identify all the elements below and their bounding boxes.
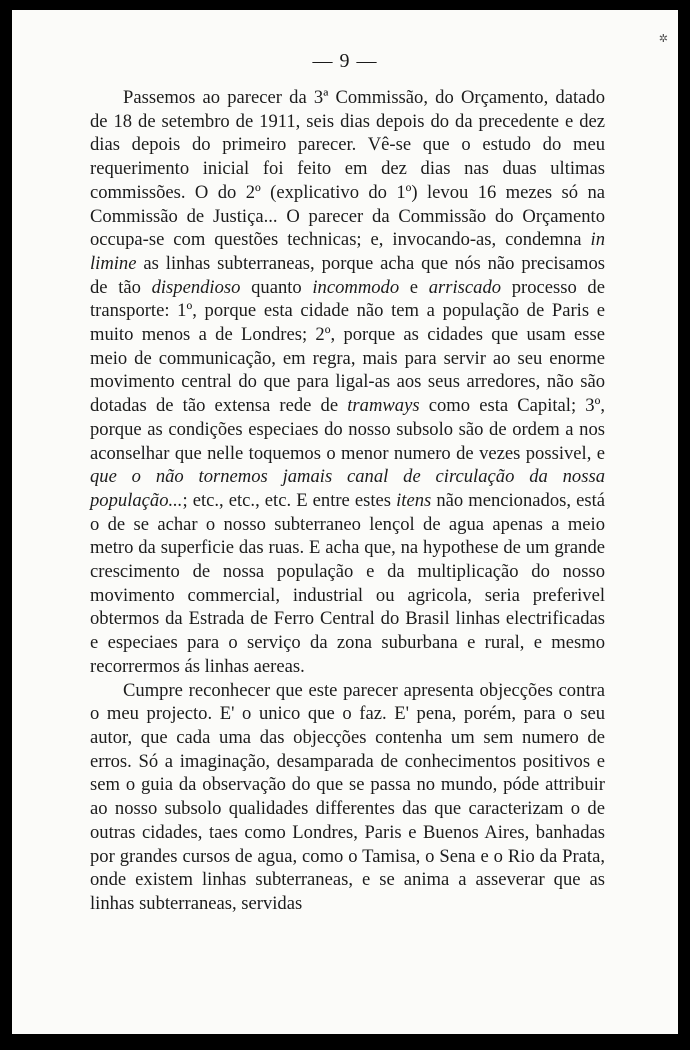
body-text [90, 86, 605, 916]
text-run: Passemos ao parecer da 3ª Commissão, do Orçamento, datado de 18 de setembro de 1911, seis dias depois do da precedente e dez dias depois do primeiro parecer. Vê-se que o estudo do meu requerimento inicial foi feito em dez dias nas duas ultimas commissões. O do 2º (explicativo do 1º) levou 16 mezes só na Commissão de Justiça... O parecer da Commissão do Orçamento occupa-se com questões technicas; e, invocando-as, condemna [90, 87, 605, 251]
text-run: como esta Capital; 3º, porque as condições especiaes do nosso subsolo são de ordem a nos aconselhar que nelle toquemos o menor numero de vezes possivel, e [90, 395, 605, 464]
text-run: processo de transporte: 1º, porque esta cidade não tem a população de Paris e muito menos a de Londres; 2º, porque as cidades que usam esse meio de communicação, em regra, mais para servir ao seu enorme movimento central do que para ligal-as aos seus arredores, não são dotadas de tão extensa rede de [90, 276, 605, 417]
text-run: não mencionados, está o de se achar o nosso subterraneo lençol de agua apenas a meio metro da superficie das ruas. E acha que, na hypothese de um grande crescimento de nossa população e da multiplicação do nosso movimento commercial, industrial ou agricola, seria preferivel obtermos da Estrada de Ferro Central do Brasil linhas electrificadas e especiaes para o serviço da zona suburbana e rural, e mesmo recorrermos ás linhas aereas. [90, 489, 605, 677]
italic-run: dispendioso [151, 276, 241, 298]
italic-run: arriscado [428, 276, 502, 298]
italic-run: que o não tornemos jamais canal de circulação da nossa população... [90, 466, 605, 511]
page-number: — 9 — [312, 50, 378, 72]
text-run: e [399, 276, 429, 298]
text-run: ; etc., etc., etc. E entre estes [182, 489, 397, 511]
paragraph-2 [90, 679, 605, 916]
corner-speck: ✲ [658, 33, 668, 45]
paragraph-1 [90, 86, 605, 679]
italic-run: in limine [90, 229, 605, 274]
text-run: Cumpre reconhecer que este parecer apresenta objecções contra o meu projecto. E' o unico que o faz. E' pena, porém, para o seu autor, que cada uma das objecções contenha um sem numero de erros. Só a imaginação, desamparada de conhecimentos positivos e sem o guia da observação do que se passa no mundo, póde attribuir ao nosso subsolo qualidades differentes das que caracterizam o de outras cidades, taes como Londres, Paris e Buenos Aires, banhadas por grandes cursos de agua, como o Tamisa, o Sena e o Rio da Prata, onde existem linhas subterraneas, e se anima a asseverar que as linhas subterraneas, servidas [90, 679, 605, 914]
italic-run: incommodo [312, 276, 400, 298]
italic-run: tramways [347, 395, 420, 417]
italic-run: itens [396, 489, 432, 511]
document-page [12, 10, 678, 1034]
text-run: as linhas subterraneas, porque acha que nós não precisamos de tão [90, 252, 605, 298]
text-run: quanto [240, 276, 313, 298]
